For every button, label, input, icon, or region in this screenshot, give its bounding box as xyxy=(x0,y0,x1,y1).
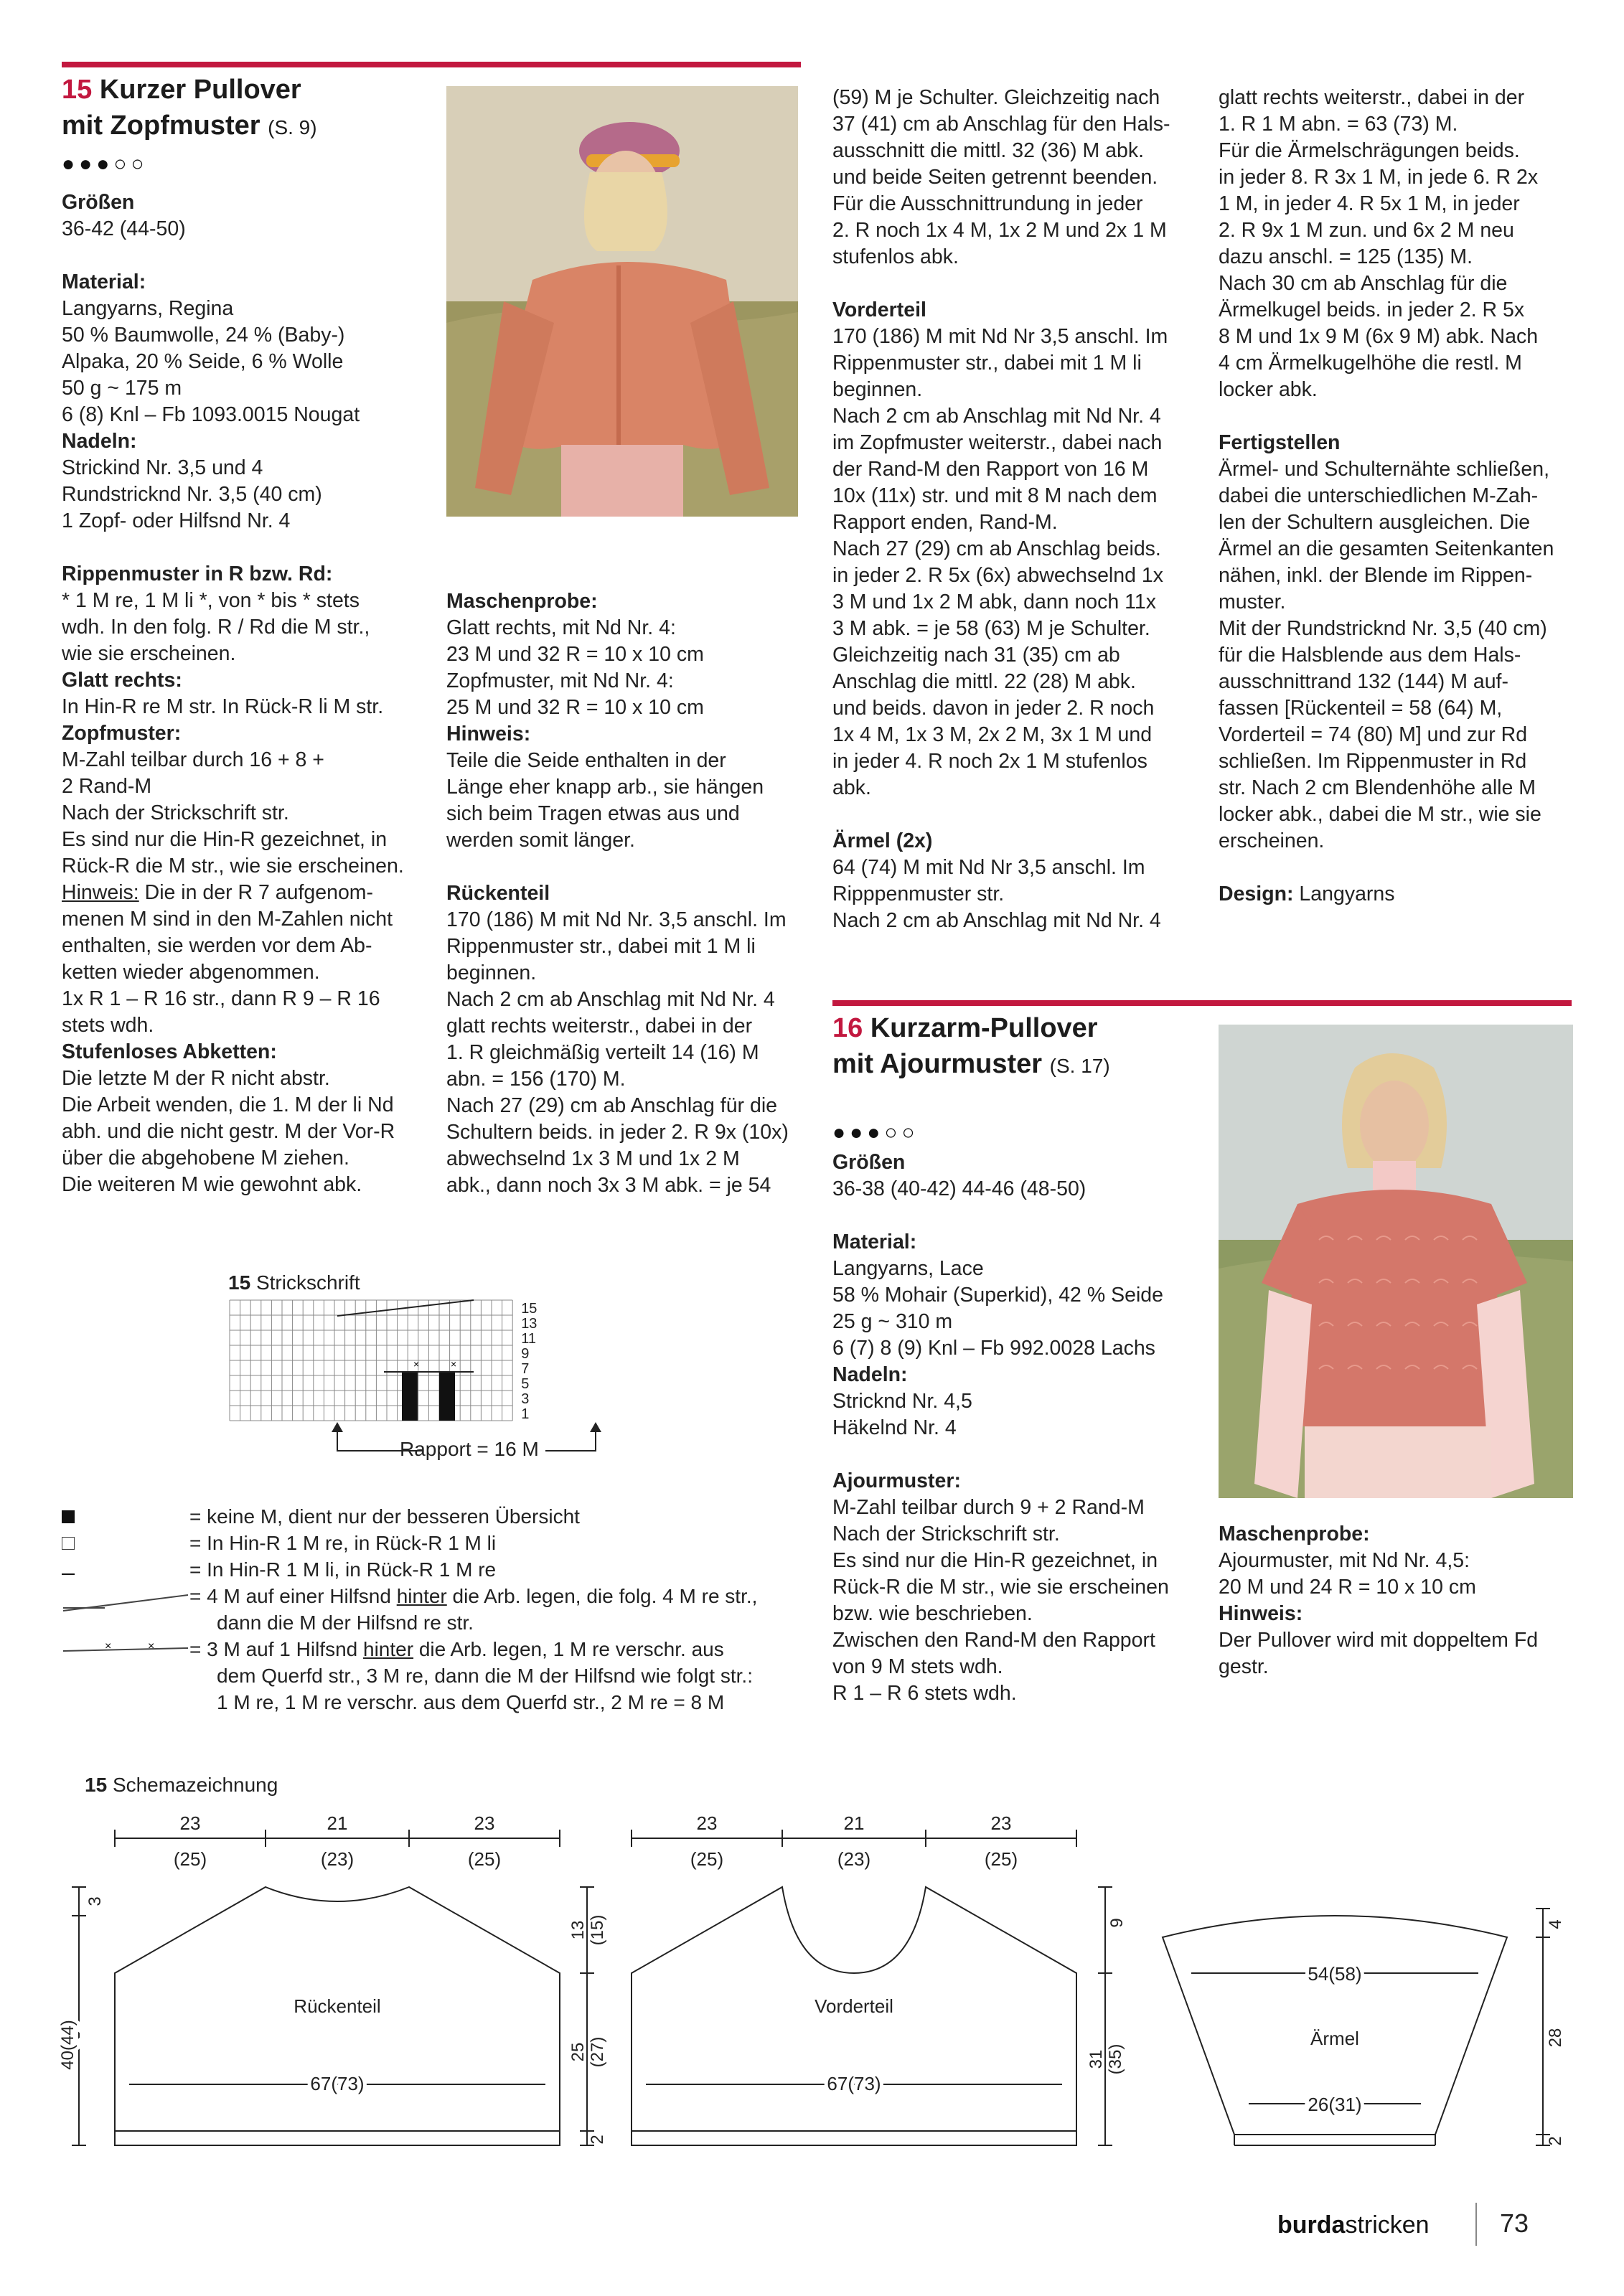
text-line: 64 (74) M mit Nd Nr 3,5 anschl. Im xyxy=(832,856,1145,879)
difficulty-rating: ●●●○○ xyxy=(832,1121,919,1144)
text-line: beginnen. xyxy=(446,961,537,984)
text-line: Es sind nur die Hin-R gezeichnet, in xyxy=(832,1549,1158,1572)
text-line: Nadeln: xyxy=(832,1363,908,1386)
text-line: Ärmel (2x) xyxy=(832,829,933,852)
text-line xyxy=(832,1203,1206,1229)
text-line: 170 (186) M mit Nd Nr 3,5 anschl. Im xyxy=(832,325,1168,348)
sleeve-top-width: 54(58) xyxy=(1308,1963,1362,1985)
pattern-16-column-left xyxy=(832,1149,1206,1707)
svg-text:×: × xyxy=(148,1640,155,1652)
text-line: 25 M und 32 R = 10 x 10 cm xyxy=(446,696,704,719)
photo-sweater-16 xyxy=(1219,1025,1573,1498)
text-line: 1x R 1 – R 16 str., dann R 9 – R 16 xyxy=(62,987,380,1010)
text-line: Material: xyxy=(62,270,146,293)
photo-sweater-15 xyxy=(446,86,798,517)
text-line xyxy=(62,243,435,269)
dim-front-b: 21 xyxy=(843,1812,865,1834)
black-cell-a xyxy=(402,1372,418,1421)
text-line: und beide Seiten getrennt beenden. xyxy=(832,166,1158,189)
text-line: Hinweis: xyxy=(1219,1602,1303,1625)
text-line: Es sind nur die Hin-R gezeichnet, in xyxy=(62,828,388,851)
text-line: Nach der Strickschrift str. xyxy=(62,801,289,824)
dim-top-b: 21 xyxy=(327,1812,348,1834)
title-line2: mit Zopfmuster xyxy=(62,110,261,141)
text-line: Nadeln: xyxy=(62,430,137,453)
legend-line: = In Hin-R 1 M re, in Rück-R 1 M li xyxy=(189,1532,497,1554)
pattern-number: 15 xyxy=(62,75,93,105)
text-line: Nach 2 cm ab Anschlag mit Nd Nr. 4 xyxy=(832,405,1161,428)
text-line: enthalten, sie werden vor dem Ab- xyxy=(62,934,372,957)
text-line: in jeder 4. R noch 2x 1 M stufenlos xyxy=(832,750,1147,773)
rapport-label: Rapport = 16 M xyxy=(400,1438,539,1460)
text-line: 6 (7) 8 (9) Knl – Fb 992.0028 Lachs xyxy=(832,1337,1155,1360)
dim-top-c2: (25) xyxy=(467,1848,502,1870)
text-line: Rundstricknd Nr. 3,5 (40 cm) xyxy=(62,483,322,506)
legend-black-square xyxy=(62,1510,75,1523)
text-line: gestr. xyxy=(1219,1655,1269,1678)
footer-brand xyxy=(1277,2211,1430,2239)
text-line: glatt rechts weiterstr., dabei in der xyxy=(1219,86,1525,109)
dim-top-a: 23 xyxy=(179,1812,201,1834)
text-line: Nach 27 (29) cm ab Anschlag für die xyxy=(446,1094,777,1117)
text-line: len der Schultern ausgleichen. Die xyxy=(1219,511,1531,534)
cross-mark-b: × xyxy=(451,1358,457,1370)
text-line: 4 cm Ärmelkugelhöhe die restl. M xyxy=(1219,352,1522,375)
pattern-number: 16 xyxy=(832,1013,863,1043)
text-line: 2 Rand-M xyxy=(62,775,152,798)
text-line: in jeder 8. R 3x 1 M, in jede 6. R 2x xyxy=(1219,166,1539,189)
chart-title-number: 15 xyxy=(228,1271,251,1294)
title-line1: Kurzarm-Pullover xyxy=(870,1013,1098,1043)
chart-row-number: 13 xyxy=(521,1316,538,1332)
text-line: über die abgehobene M ziehen. xyxy=(62,1147,349,1170)
text-line: 3 M und 1x 2 M abk, dann noch 11x xyxy=(832,591,1157,613)
title-line1: Kurzer Pullover xyxy=(99,75,301,105)
black-cell-b xyxy=(439,1372,455,1421)
text-line: Die weiteren M wie gewohnt abk. xyxy=(62,1173,362,1196)
text-line: erscheinen. xyxy=(1219,829,1325,852)
text-line: Rippenmuster str., dabei mit 1 M li xyxy=(446,935,756,958)
back-width: 67(73) xyxy=(310,2073,365,2094)
text-line: Material: xyxy=(832,1231,917,1253)
title-line2: mit Ajourmuster xyxy=(832,1049,1043,1079)
text-line: M-Zahl teilbar durch 9 + 2 Rand-M xyxy=(832,1496,1145,1519)
text-line: stets wdh. xyxy=(62,1014,154,1037)
text-line: 6 (8) Knl – Fb 1093.0015 Nougat xyxy=(62,403,360,426)
text-line: Fertigstellen xyxy=(1219,431,1341,454)
legend-line: dem Querfd str., 3 M re, dann die M der Hilfsnd wie folgt str.: xyxy=(217,1665,753,1687)
dim-front-b2: (23) xyxy=(837,1848,871,1870)
text-line: locker abk., dabei die M str., wie sie xyxy=(1219,803,1541,826)
text-line: 20 M und 24 R = 10 x 10 cm xyxy=(1219,1576,1476,1599)
pattern-15-column-2 xyxy=(446,588,820,1199)
text-line: 170 (186) M mit Nd Nr. 3,5 anschl. Im xyxy=(446,908,787,931)
text-line: 2. R noch 1x 4 M, 1x 2 M und 2x 1 M xyxy=(832,219,1167,242)
text-line: menen M sind in den M-Zahlen nicht xyxy=(62,908,393,931)
text-line: bzw. wie beschrieben. xyxy=(832,1602,1033,1625)
text-line: Maschenprobe: xyxy=(446,590,598,613)
text-line: Länge eher knapp arb., sie hängen xyxy=(446,776,764,799)
text-line: Vorderteil = 74 (80) M] und zur Rd xyxy=(1219,723,1528,746)
text-line: abk. xyxy=(832,776,871,799)
text-line: Nach 30 cm ab Anschlag für die xyxy=(1219,272,1508,295)
page-ref: (S. 9) xyxy=(268,116,317,138)
text-line: ausschnitt die mittl. 32 (36) M abk. xyxy=(832,139,1145,162)
sleeve-label: Ärmel xyxy=(1310,2028,1359,2049)
text-line: Ripppenmuster str. xyxy=(832,883,1005,905)
legend-line: 1 M re, 1 M re verschr. aus dem Querfd str., 2 M re = 8 M xyxy=(217,1691,725,1713)
dim-neck-height: 3 xyxy=(85,1896,105,1906)
back-label: Rückenteil xyxy=(294,1995,381,2017)
text-line: Für die Ärmelschrägungen beids. xyxy=(1219,139,1520,162)
text-line: wdh. In den folg. R / Rd die M str., xyxy=(62,616,370,639)
text-line: M-Zahl teilbar durch 16 + 8 + xyxy=(62,748,324,771)
text-line: glatt rechts weiterstr., dabei in der xyxy=(446,1015,753,1038)
chart-title-text: Strickschrift xyxy=(255,1271,360,1294)
text-line: nähen, inkl. der Blende im Rippen- xyxy=(1219,564,1533,587)
dim-sleeve-rib: 2 xyxy=(1546,2136,1565,2146)
text-line: fassen [Rückenteil = 58 (64) M, xyxy=(1219,697,1503,720)
text-line: Rück-R die M str., wie sie erscheinen. xyxy=(62,855,404,878)
pattern-15-column-4 xyxy=(1219,85,1592,908)
dim-front-c2: (25) xyxy=(984,1848,1018,1870)
dim-top-a2: (25) xyxy=(173,1848,207,1870)
dim-top-b2: (23) xyxy=(320,1848,355,1870)
text-line: Vorderteil xyxy=(832,298,926,321)
text-line: Nach 2 cm ab Anschlag mit Nd Nr. 4 xyxy=(832,909,1161,932)
text-line: Ärmel- und Schulternähte schließen, xyxy=(1219,458,1549,481)
sleeve-bottom-width: 26(31) xyxy=(1308,2094,1362,2115)
text-line: Strickind Nr. 3,5 und 4 xyxy=(62,456,263,479)
footer-divider xyxy=(1475,2203,1477,2246)
text-line xyxy=(446,854,820,880)
difficulty-rating: ●●●○○ xyxy=(62,152,149,176)
legend-dash xyxy=(62,1573,75,1575)
text-line: 50 g ~ 175 m xyxy=(62,377,182,400)
dim-front-total: 31 xyxy=(1086,2049,1106,2069)
text-line: in jeder 2. R 5x (6x) abwechselnd 1x xyxy=(832,564,1163,587)
dim-sleeve-cap: 4 xyxy=(1546,1919,1565,1929)
text-line: von 9 M stets wdh. xyxy=(832,1655,1003,1678)
text-line: Stufenloses Abketten: xyxy=(62,1040,277,1063)
dim-front-total2: (35) xyxy=(1106,2043,1125,2075)
text-line: Glatt rechts, mit Nd Nr. 4: xyxy=(446,616,676,639)
pattern-15-column-1 xyxy=(62,189,435,1198)
cross-mark-a: × xyxy=(413,1358,420,1370)
section-rule-15 xyxy=(62,62,801,67)
legend-white-square xyxy=(62,1537,75,1550)
text-line: Ärmelkugel beids. in jeder 2. R 5x xyxy=(1219,298,1525,321)
text-line: 10x (11x) str. und mit 8 M nach dem xyxy=(832,484,1158,507)
text-line xyxy=(832,1441,1206,1468)
text-line: Mit der Rundstricknd Nr. 3,5 (40 cm) xyxy=(1219,617,1547,640)
front-label: Vorderteil xyxy=(815,1995,893,2017)
brand-rest: stricken xyxy=(1345,2211,1430,2239)
schema-title-number: 15 xyxy=(85,1774,108,1796)
text-line: abk., dann noch 3x 3 M abk. = je 54 xyxy=(446,1174,771,1197)
text-line: Rück-R die M str., wie sie erscheinen xyxy=(832,1576,1169,1599)
text-line: Rippenmuster in R bzw. Rd: xyxy=(62,563,333,585)
text-line: Design: Langyarns xyxy=(1219,883,1395,905)
text-line: Alpaka, 20 % Seide, 6 % Wolle xyxy=(62,350,344,373)
legend-line: = 4 M auf einer Hilfsnd hinter die Arb. legen, die folg. 4 M re str., xyxy=(189,1585,758,1607)
text-line: abn. = 156 (170) M. xyxy=(446,1068,626,1091)
text-line xyxy=(1219,403,1592,430)
text-line: str. Nach 2 cm Blendenhöhe alle M xyxy=(1219,776,1536,799)
text-line: Nach der Strickschrift str. xyxy=(832,1523,1060,1545)
legend-line: = 3 M auf 1 Hilfsnd hinter die Arb. legen, 1 M re verschr. aus xyxy=(189,1638,724,1660)
pattern-16-title xyxy=(832,1010,1110,1084)
text-line: Die Arbeit wenden, die 1. M der li Nd xyxy=(62,1093,394,1116)
chart-row-number: 1 xyxy=(521,1406,530,1422)
text-line: 1 Zopf- oder Hilfsnd Nr. 4 xyxy=(62,509,291,532)
svg-text:×: × xyxy=(105,1640,112,1652)
text-line: für die Halsblende aus dem Hals- xyxy=(1219,644,1521,667)
legend-text xyxy=(189,1503,757,1716)
page-number: 73 xyxy=(1500,2208,1529,2238)
pattern-15-title xyxy=(62,72,317,146)
text-line: locker abk. xyxy=(1219,378,1318,401)
text-line: * 1 M re, 1 M li *, von * bis * stets xyxy=(62,589,360,612)
text-line: Anschlag die mittl. 22 (28) M abk. xyxy=(832,670,1136,693)
text-line: Maschenprobe: xyxy=(1219,1523,1370,1545)
text-line: Zwischen den Rand-M den Rapport xyxy=(832,1629,1155,1652)
text-line: 1 M, in jeder 4. R 5x 1 M, in jeder xyxy=(1219,192,1520,215)
text-line: abwechselnd 1x 3 M und 1x 2 M xyxy=(446,1147,740,1170)
text-line: R 1 – R 6 stets wdh. xyxy=(832,1682,1017,1705)
text-line: Die letzte M der R nicht abstr. xyxy=(62,1067,330,1090)
text-line: abh. und die nicht gestr. M der Vor-R xyxy=(62,1120,395,1143)
text-line: Größen xyxy=(62,191,135,214)
text-line: 58 % Mohair (Superkid), 42 % Seide xyxy=(832,1284,1163,1307)
text-line: und beids. davon in jeder 2. R noch xyxy=(832,697,1155,720)
dim-sleeve-length: 28 xyxy=(1546,2028,1565,2048)
text-line: 1x 4 M, 1x 3 M, 2x 2 M, 3x 1 M und xyxy=(832,723,1153,746)
pattern-15-column-3 xyxy=(832,85,1206,934)
cable-symbol-line xyxy=(337,1300,474,1316)
text-line: Ajourmuster: xyxy=(832,1469,961,1492)
text-line: Zopfmuster, mit Nd Nr. 4: xyxy=(446,669,674,692)
text-line: muster. xyxy=(1219,591,1286,613)
schema-drawing xyxy=(57,1808,1607,2167)
chart-row-number: 9 xyxy=(521,1346,530,1362)
chart-row-number: 3 xyxy=(521,1391,530,1407)
text-line: Schultern beids. in jeder 2. R 9x (10x) xyxy=(446,1121,789,1144)
front-width: 67(73) xyxy=(827,2073,881,2094)
text-line: Glatt rechts: xyxy=(62,669,182,692)
text-line: Für die Ausschnittrundung in jeder xyxy=(832,192,1143,215)
text-line: Gleichzeitig nach 31 (35) cm ab xyxy=(832,644,1120,667)
text-line: Rapport enden, Rand-M. xyxy=(832,511,1058,534)
text-line: Ärmel an die gesamten Seitenkanten xyxy=(1219,537,1554,560)
text-line: Zopfmuster: xyxy=(62,722,182,745)
dim-front-neck: 9 xyxy=(1107,1918,1127,1928)
brand-bold: burda xyxy=(1277,2211,1346,2239)
text-line: Nach 2 cm ab Anschlag mit Nd Nr. 4 xyxy=(446,988,775,1011)
dim-front-c: 23 xyxy=(990,1812,1012,1834)
text-line: Rückenteil xyxy=(446,882,550,905)
dim-front-a2: (25) xyxy=(690,1848,724,1870)
text-line: werden somit länger. xyxy=(446,829,635,852)
text-line: Rippenmuster str., dabei mit 1 M li xyxy=(832,352,1142,375)
text-line: beginnen. xyxy=(832,378,923,401)
text-line: der Rand-M den Rapport von 16 M xyxy=(832,458,1149,481)
text-line: In Hin-R re M str. In Rück-R li M str. xyxy=(62,695,384,718)
text-line: 1. R 1 M abn. = 63 (73) M. xyxy=(1219,113,1458,136)
text-line xyxy=(1219,855,1592,881)
text-line xyxy=(62,535,435,561)
text-line: Größen xyxy=(832,1151,906,1174)
text-line: 23 M und 32 R = 10 x 10 cm xyxy=(446,643,704,666)
text-line: Nach 27 (29) cm ab Anschlag beids. xyxy=(832,537,1161,560)
text-line: (59) M je Schulter. Gleichzeitig nach xyxy=(832,86,1160,109)
text-line: 36-38 (40-42) 44-46 (48-50) xyxy=(832,1177,1086,1200)
text-line xyxy=(832,270,1206,297)
section-rule-16 xyxy=(832,1000,1572,1006)
pattern-16-column-right xyxy=(1219,1521,1592,1680)
text-line: Langyarns, Lace xyxy=(832,1257,984,1280)
text-line: 1. R gleichmäßig verteilt 14 (16) M xyxy=(446,1041,759,1064)
page-ref: (S. 17) xyxy=(1049,1055,1110,1077)
text-line: wie sie erscheinen. xyxy=(62,642,236,665)
dim-top-c: 23 xyxy=(474,1812,495,1834)
dim-body-height2: (27) xyxy=(588,2036,607,2068)
text-line: schließen. Im Rippenmuster in Rd xyxy=(1219,750,1527,773)
text-line: im Zopfmuster weiterstr., dabei nach xyxy=(832,431,1163,454)
text-line: 3 M abk. = je 58 (63) M je Schulter. xyxy=(832,617,1150,640)
text-line: Langyarns, Regina xyxy=(62,297,234,320)
text-line: Häkelnd Nr. 4 xyxy=(832,1416,957,1439)
text-line: 36-42 (44-50) xyxy=(62,217,186,240)
text-line: 25 g ~ 310 m xyxy=(832,1310,953,1333)
text-line: Teile die Seide enthalten in der xyxy=(446,749,726,772)
text-line: dabei die unterschiedlichen M-Zah- xyxy=(1219,484,1539,507)
legend-line: = In Hin-R 1 M li, in Rück-R 1 M re xyxy=(189,1558,497,1581)
schema-title-text: Schemazeichnung xyxy=(112,1774,278,1796)
dim-shoulder-height: 13 xyxy=(568,1920,588,1940)
dim-shoulder-height2: (15) xyxy=(588,1914,607,1946)
chart-row-number: 15 xyxy=(521,1301,538,1317)
text-line: Hinweis: Die in der R 7 aufgenom- xyxy=(62,881,374,904)
text-line: ausschnittrand 132 (144) M auf- xyxy=(1219,670,1508,693)
text-line: Der Pullover wird mit doppeltem Fd xyxy=(1219,1629,1539,1652)
dim-total-height: 40(44) xyxy=(58,2020,78,2070)
dim-front-a: 23 xyxy=(696,1812,718,1834)
chart-row-number: 11 xyxy=(521,1331,536,1347)
text-line: ketten wieder abgenommen. xyxy=(62,961,320,984)
text-line: 50 % Baumwolle, 24 % (Baby-) xyxy=(62,324,345,347)
legend-line: dann die M der Hilfsnd re str. xyxy=(217,1612,474,1634)
chart-row-number: 7 xyxy=(521,1361,530,1377)
text-line: Hinweis: xyxy=(446,723,531,745)
text-line: dazu anschl. = 125 (135) M. xyxy=(1219,245,1473,268)
text-line: stufenlos abk. xyxy=(832,245,959,268)
text-line: 2. R 9x 1 M zun. und 6x 2 M neu xyxy=(1219,219,1514,242)
text-line: Stricknd Nr. 4,5 xyxy=(832,1390,972,1413)
dim-rib-height: 2 xyxy=(588,2135,607,2145)
chart-row-number: 5 xyxy=(521,1376,530,1392)
legend-line: = keine M, dient nur der besseren Übersicht xyxy=(189,1505,580,1528)
text-line: Ajourmuster, mit Nd Nr. 4,5: xyxy=(1219,1549,1470,1572)
text-line: 37 (41) cm ab Anschlag für den Hals- xyxy=(832,113,1170,136)
schema-title xyxy=(85,1774,278,1797)
text-line: sich beim Tragen etwas aus und xyxy=(446,802,740,825)
text-line: 8 M und 1x 9 M (6x 9 M) abk. Nach xyxy=(1219,325,1539,348)
dim-body-height: 25 xyxy=(568,2042,588,2062)
text-line xyxy=(832,801,1206,828)
